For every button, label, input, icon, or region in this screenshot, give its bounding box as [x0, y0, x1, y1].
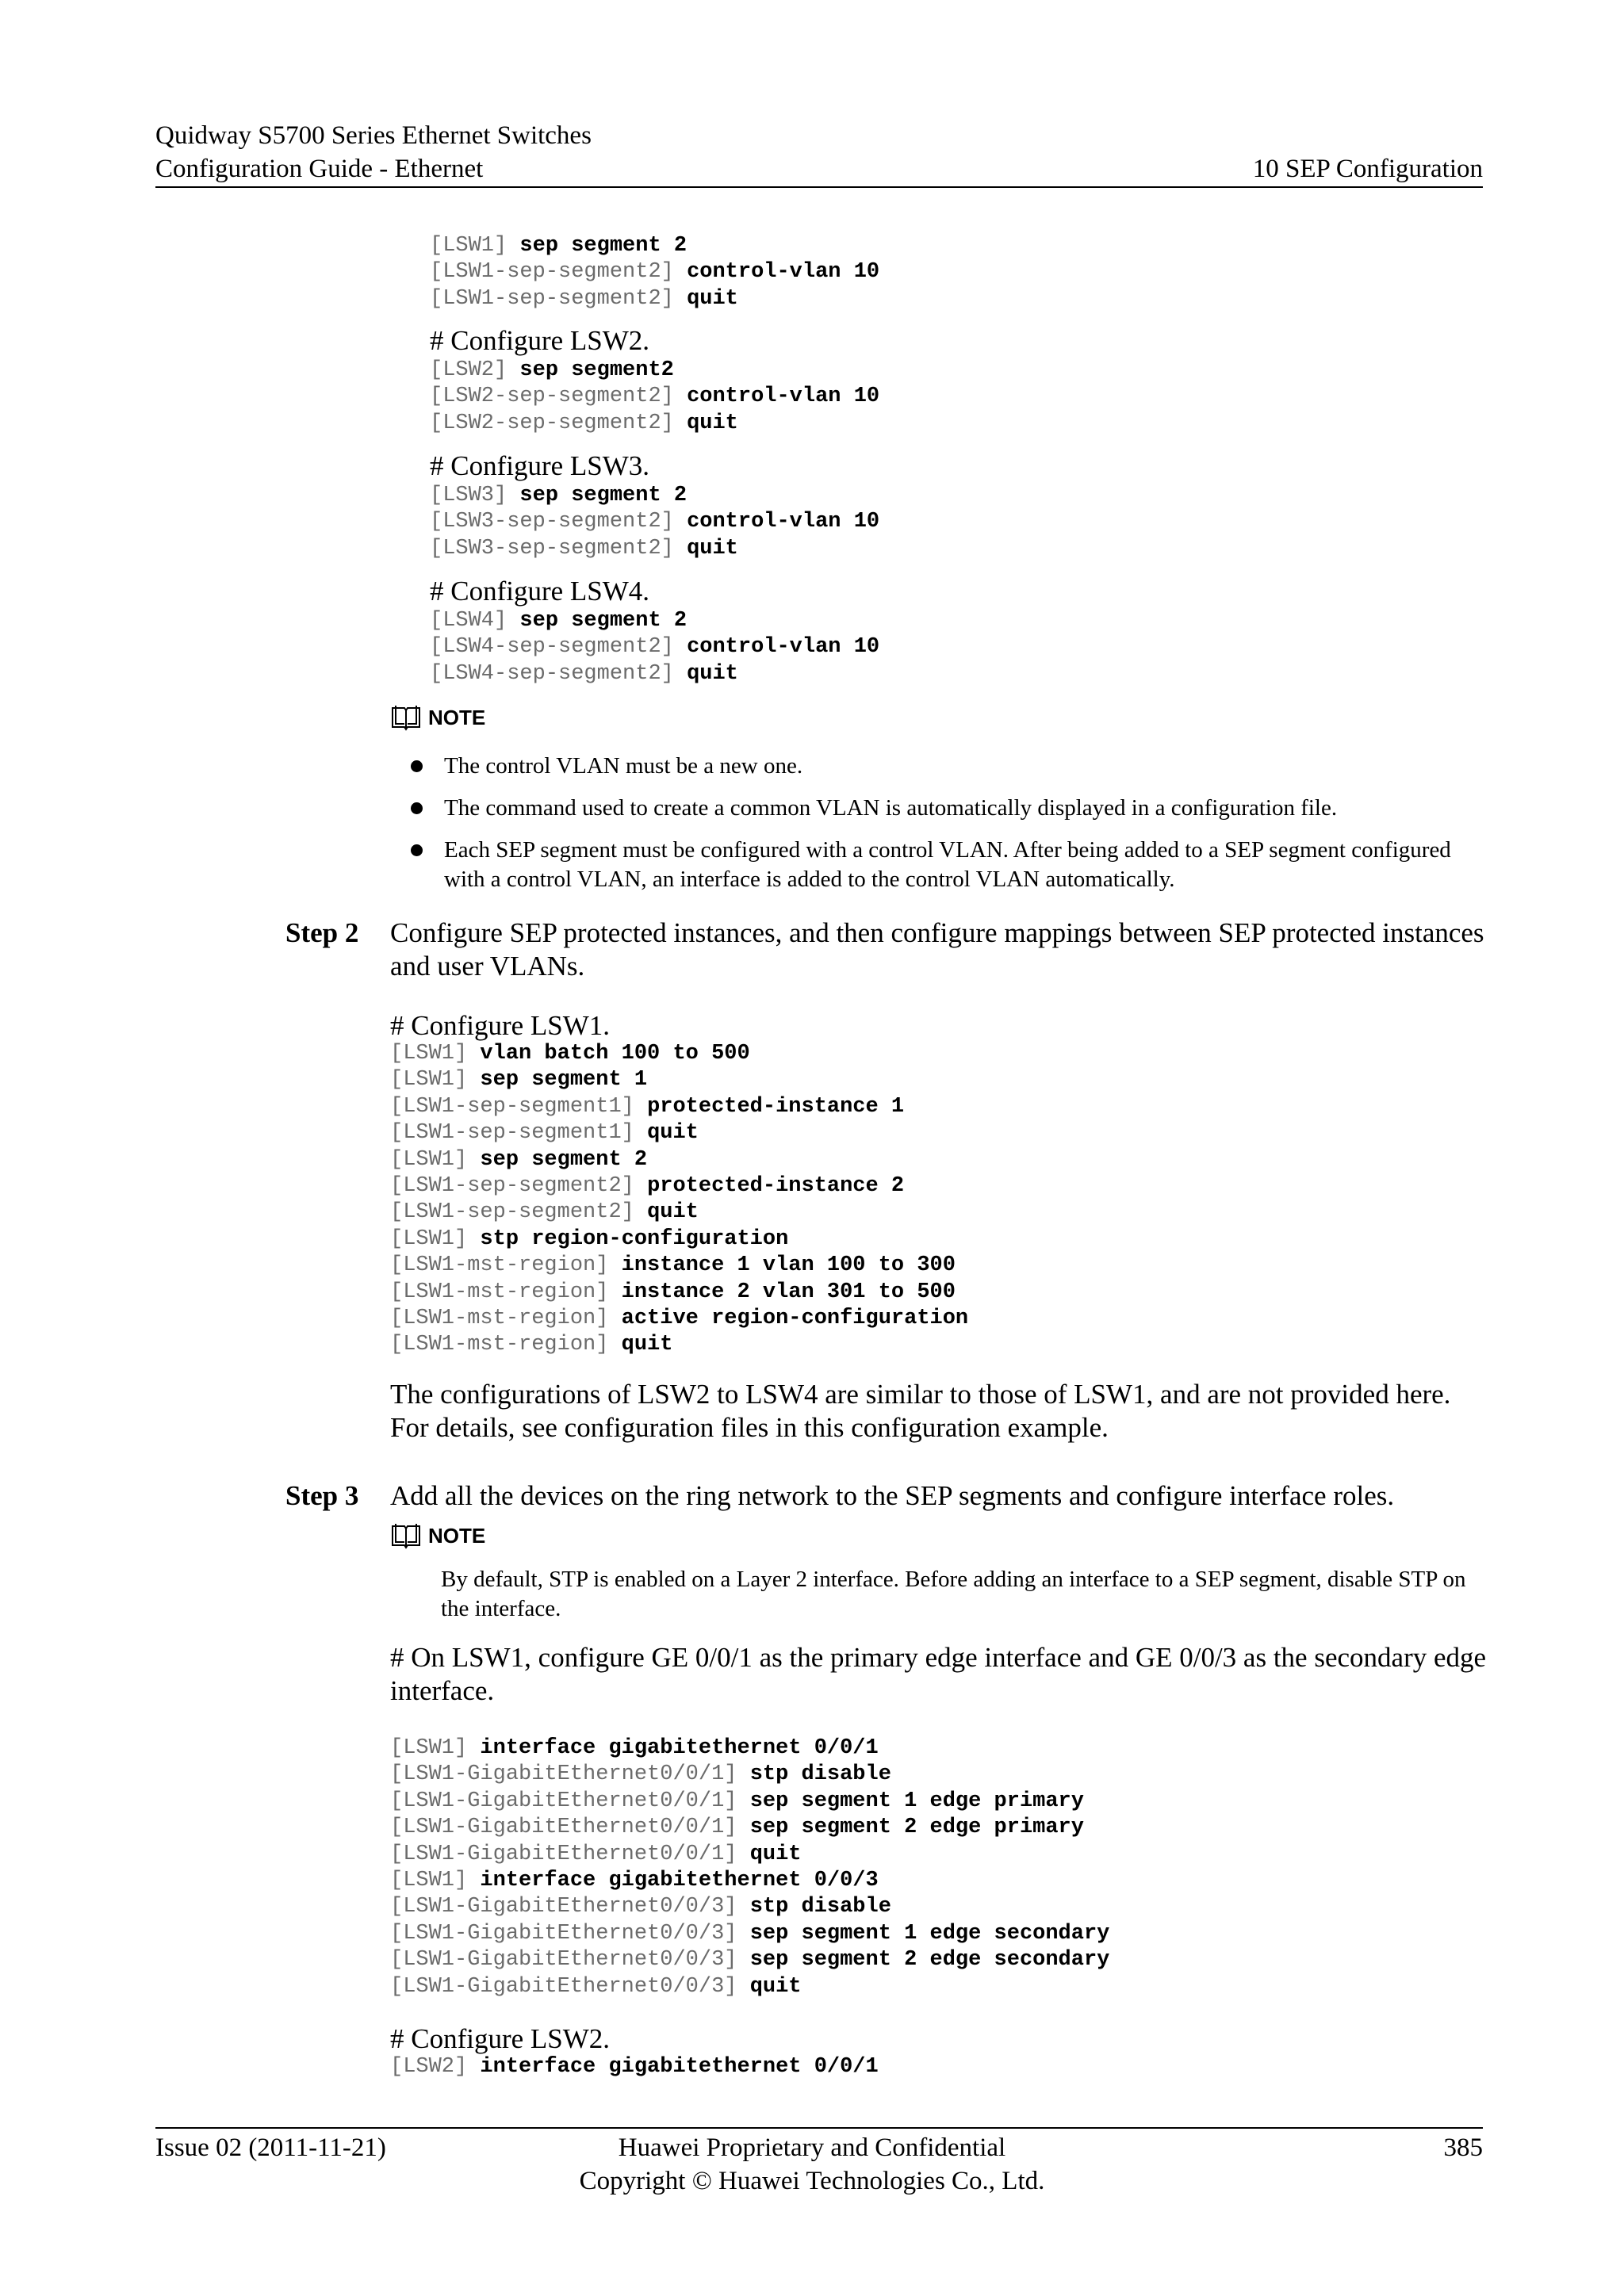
step-3-label: Step 3: [285, 1480, 359, 1511]
code-command: sep segment 2 edge primary: [749, 1816, 1084, 1840]
code-command: stp disable: [749, 1762, 891, 1787]
code-command: active region-configuration: [621, 1306, 969, 1330]
code-line: [390, 2054, 879, 2080]
footer-copyright: [0, 2131, 1624, 2198]
code-prompt: [LSW1-sep-segment2]: [430, 286, 688, 311]
code-command: quit: [687, 411, 738, 435]
code-line: [390, 1815, 1109, 1841]
code-command: control-vlan 10: [687, 635, 880, 660]
code-line: [390, 1894, 1109, 1920]
code-prompt: [LSW4-sep-segment2]: [430, 635, 688, 660]
code-command: vlan batch 100 to 500: [480, 1042, 750, 1066]
code-command: protected-instance 1: [647, 1094, 905, 1119]
code-command: sep segment 2: [480, 1147, 648, 1172]
code-command: quit: [687, 286, 738, 311]
code-line: [430, 509, 879, 535]
code-command: control-vlan 10: [687, 510, 880, 534]
code-prompt: [LSW2]: [390, 2055, 481, 2079]
code-command: sep segment 2: [519, 609, 688, 633]
code-command: stp region-configuration: [480, 1226, 789, 1251]
code-line: [390, 1173, 968, 1200]
code-line: [430, 411, 879, 437]
code-prompt: [LSW1]: [430, 234, 520, 258]
code-block-protected-instances: [390, 1041, 968, 1359]
step-2-text: Configure SEP protected instances, and then configure mappings between SEP protected instances and user VLANs.: [390, 917, 1484, 982]
code-line: [430, 259, 879, 285]
bullet-dot-icon: [411, 760, 423, 772]
code-command: sep segment 1 edge secondary: [749, 1921, 1110, 1946]
code-line: [430, 661, 879, 687]
configure-lsw2-heading: # Configure LSW2.: [430, 325, 650, 356]
code-line: [390, 1147, 968, 1173]
code-prompt: [LSW1-GigabitEthernet0/0/1]: [390, 1842, 750, 1866]
code-line: [430, 358, 879, 384]
code-prompt: [LSW1]: [390, 1068, 481, 1093]
header-product: Quidway S5700 Series Ethernet Switches: [155, 121, 592, 150]
code-line: [390, 1735, 1109, 1762]
code-prompt: [LSW3]: [430, 484, 520, 507]
code-prompt: [LSW1-GigabitEthernet0/0/3]: [390, 1895, 750, 1919]
code-line: [430, 634, 879, 660]
code-line: [390, 1226, 968, 1253]
code-prompt: [LSW1-GigabitEthernet0/0/3]: [390, 1974, 750, 1999]
code-command: sep segment 2: [519, 234, 688, 258]
page-number: 385: [1443, 2133, 1483, 2162]
code-command: quit: [749, 1842, 802, 1866]
note-bullet: The control VLAN must be a new one.: [444, 752, 1483, 781]
code-line: [390, 1868, 1109, 1894]
footer-copyright-line: Copyright © Huawei Technologies Co., Ltd.: [579, 2167, 1045, 2195]
header-divider: [155, 186, 1483, 188]
code-command: quit: [687, 661, 738, 686]
code-prompt: [LSW1]: [390, 1736, 481, 1760]
code-prompt: [LSW4]: [430, 609, 520, 633]
code-line: [390, 1306, 968, 1332]
configure-lsw4-heading: # Configure LSW4.: [430, 576, 650, 607]
code-line: [390, 1974, 1109, 2000]
code-block-lsw2-interface: [390, 2054, 879, 2080]
footer-issue: Issue 02 (2011-11-21): [155, 2133, 386, 2162]
code-line: [390, 1789, 1109, 1815]
step-3-text: Add all the devices on the ring network to the SEP segments and configure interface roles.: [390, 1480, 1395, 1511]
step-2-followup: The configurations of LSW2 to LSW4 are similar to those of LSW1, and are not provided here. For details, see configuration files in this configuration example.: [390, 1379, 1451, 1443]
code-line: [430, 536, 879, 562]
code-command: instance 2 vlan 301 to 500: [621, 1280, 956, 1304]
code-line: [390, 1253, 968, 1279]
code-command: interface gigabitethernet 0/0/3: [480, 1868, 879, 1892]
code-line: [390, 1947, 1109, 1973]
code-prompt: [LSW1-GigabitEthernet0/0/1]: [390, 1762, 750, 1787]
code-command: quit: [621, 1333, 673, 1357]
code-command: sep segment 2 edge secondary: [749, 1948, 1110, 1973]
code-command: stp disable: [749, 1895, 891, 1919]
code-prompt: [LSW1-sep-segment1]: [390, 1121, 648, 1146]
note-bullet: Each SEP segment must be configured with a control VLAN. After being added to a SEP segment configured with a control VLAN, an interface is added to the control VLAN automatically.: [444, 836, 1483, 894]
code-line: [390, 1332, 968, 1358]
code-prompt: [LSW1-GigabitEthernet0/0/3]: [390, 1921, 750, 1946]
header-section: 10 SEP Configuration: [1252, 155, 1483, 183]
code-line: [390, 1094, 968, 1120]
code-command: interface gigabitethernet 0/0/1: [480, 2055, 879, 2079]
stp-note-text: By default, STP is enabled on a Layer 2 interface. Before adding an interface to a SEP segment, disable STP on the interface.: [441, 1567, 1466, 1621]
code-command: control-vlan 10: [687, 260, 880, 285]
code-prompt: [LSW1-sep-segment2]: [390, 1200, 648, 1225]
code-prompt: [LSW1-GigabitEthernet0/0/1]: [390, 1789, 750, 1813]
book-icon: [390, 704, 422, 731]
code-block-lsw3-control-vlan: [430, 483, 879, 562]
code-prompt: [LSW1-mst-region]: [390, 1306, 622, 1330]
code-line: [430, 483, 879, 509]
header-guide: Configuration Guide - Ethernet: [155, 155, 484, 183]
code-command: interface gigabitethernet 0/0/1: [480, 1736, 879, 1760]
code-line: [390, 1041, 968, 1067]
code-prompt: [LSW2-sep-segment2]: [430, 411, 688, 435]
code-prompt: [LSW1-GigabitEthernet0/0/1]: [390, 1816, 750, 1840]
code-line: [390, 1842, 1109, 1868]
code-block-edge-interfaces: [390, 1735, 1109, 2000]
code-prompt: [LSW2]: [430, 358, 520, 382]
code-block-lsw4-control-vlan: [430, 608, 879, 687]
code-line: [430, 608, 879, 634]
code-prompt: [LSW3-sep-segment2]: [430, 510, 688, 534]
bullet-dot-icon: [411, 844, 423, 856]
code-command: instance 1 vlan 100 to 300: [621, 1253, 956, 1278]
bullet-dot-icon: [411, 802, 423, 814]
footer-confidential: Huawei Proprietary and Confidential: [618, 2133, 1006, 2162]
note-label: NOTE: [428, 1523, 486, 1548]
code-command: sep segment 2: [519, 484, 688, 507]
note-label: NOTE: [428, 705, 486, 729]
code-command: protected-instance 2: [647, 1173, 905, 1198]
code-prompt: [LSW1]: [390, 1147, 481, 1172]
code-command: quit: [687, 536, 738, 561]
code-prompt: [LSW3-sep-segment2]: [430, 536, 688, 561]
configure-lsw3-heading: # Configure LSW3.: [430, 450, 650, 481]
code-line: [390, 1921, 1109, 1947]
configure-lsw1-heading: # Configure LSW1.: [390, 1010, 611, 1041]
note-bullet: The command used to create a common VLAN is automatically displayed in a configuration file.: [444, 794, 1483, 823]
code-command: quit: [647, 1200, 699, 1225]
code-line: [430, 384, 879, 410]
lsw1-edge-interface-intro: # On LSW1, configure GE 0/0/1 as the primary edge interface and GE 0/0/3 as the secondary edge interface.: [390, 1642, 1487, 1706]
configure-lsw2-heading: # Configure LSW2.: [390, 2023, 611, 2054]
note-bullet-list: [444, 752, 1483, 907]
code-prompt: [LSW1]: [390, 1042, 481, 1066]
code-command: sep segment2: [519, 358, 674, 382]
code-line: [430, 233, 879, 259]
note-heading: [390, 1522, 485, 1549]
code-line: [390, 1280, 968, 1306]
footer-divider: [155, 2127, 1483, 2129]
code-line: [390, 1200, 968, 1226]
step-2-label: Step 2: [285, 917, 359, 948]
code-prompt: [LSW1]: [390, 1226, 481, 1251]
code-prompt: [LSW2-sep-segment2]: [430, 385, 688, 409]
code-prompt: [LSW1-mst-region]: [390, 1253, 622, 1278]
code-line: [390, 1067, 968, 1093]
code-line: [390, 1762, 1109, 1788]
code-line: [430, 286, 879, 312]
code-block-lsw1-control-vlan: [430, 233, 879, 312]
code-prompt: [LSW1-mst-region]: [390, 1280, 622, 1304]
code-prompt: [LSW4-sep-segment2]: [430, 661, 688, 686]
code-prompt: [LSW1]: [390, 1868, 481, 1892]
code-command: sep segment 1: [480, 1068, 648, 1093]
header-title: [155, 119, 592, 186]
code-command: control-vlan 10: [687, 385, 880, 409]
code-prompt: [LSW1-sep-segment2]: [430, 260, 688, 285]
code-command: sep segment 1 edge primary: [749, 1789, 1084, 1813]
code-command: quit: [647, 1121, 699, 1146]
note-heading: [390, 704, 485, 731]
code-line: [390, 1120, 968, 1146]
code-prompt: [LSW1-GigabitEthernet0/0/3]: [390, 1948, 750, 1973]
code-block-lsw2-control-vlan: [430, 358, 879, 437]
code-prompt: [LSW1-sep-segment1]: [390, 1094, 648, 1119]
book-icon: [390, 1522, 422, 1549]
code-prompt: [LSW1-mst-region]: [390, 1333, 622, 1357]
code-command: quit: [749, 1974, 802, 1999]
code-prompt: [LSW1-sep-segment2]: [390, 1173, 648, 1198]
